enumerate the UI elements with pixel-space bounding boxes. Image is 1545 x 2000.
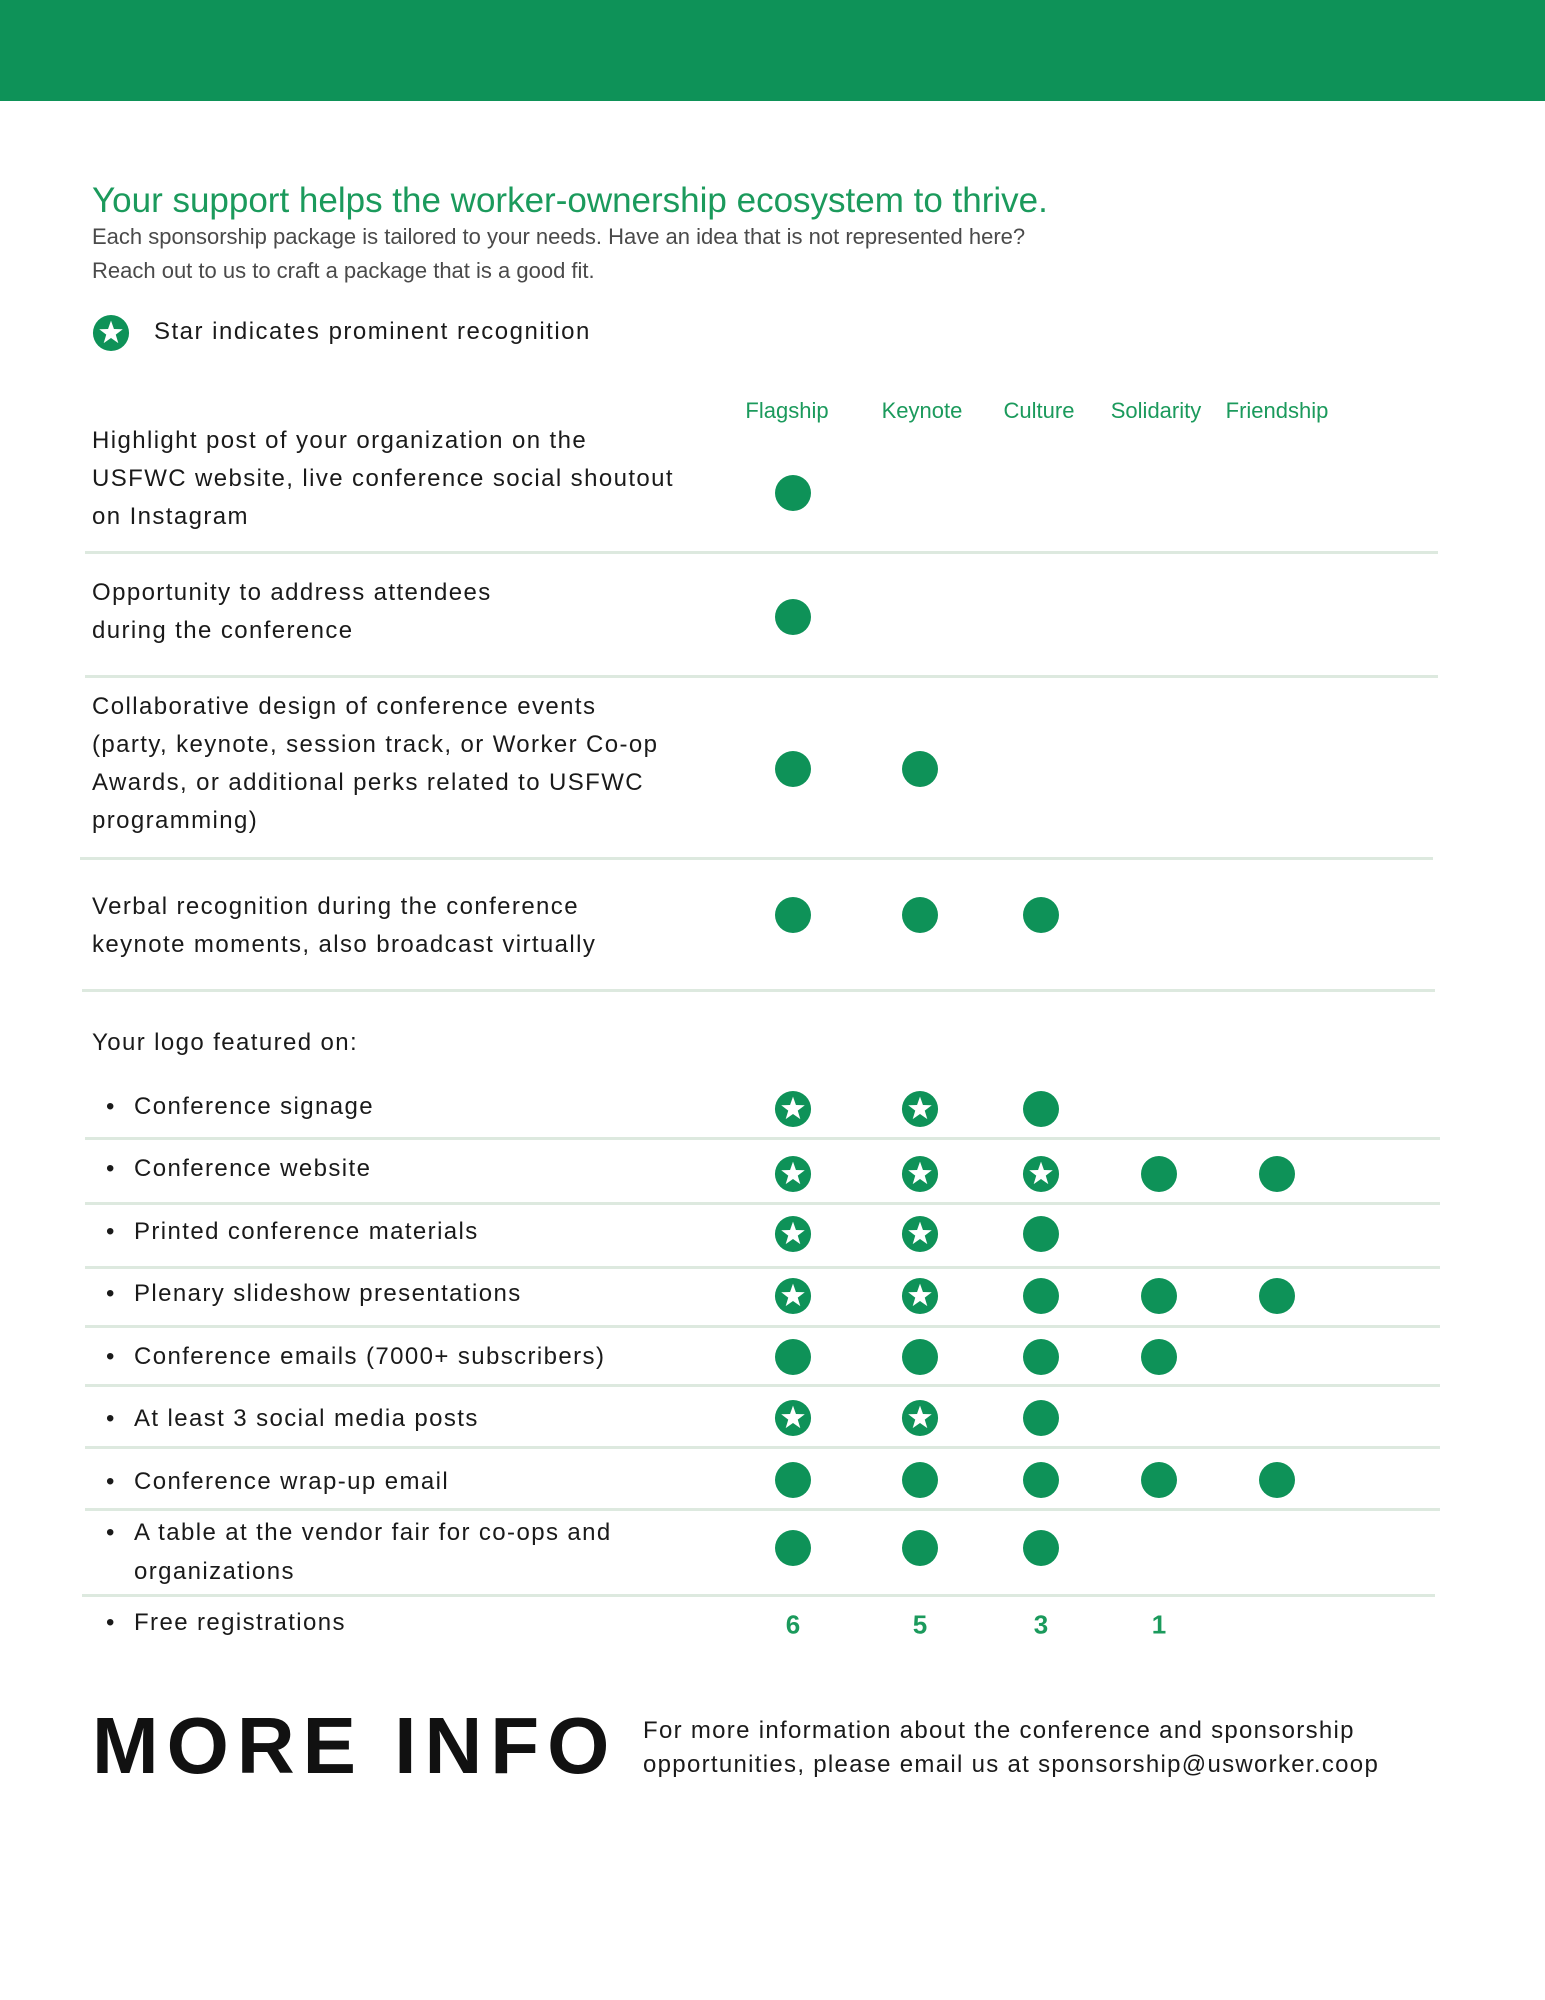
- included-dot-icon: [775, 599, 811, 635]
- logo-item-signage: [106, 1087, 374, 1126]
- logo-item-plenary: [106, 1274, 522, 1313]
- logo-item-label: • Conference signage: [134, 1093, 375, 1120]
- benefit-address-attendees: [92, 574, 492, 650]
- tier-culture: Culture: [1003, 398, 1075, 423]
- logo-item-label: • At least 3 social media posts: [134, 1405, 479, 1432]
- benefit-line: keynote moments, also broadcast virtually: [92, 931, 597, 958]
- logo-item-social: [106, 1399, 479, 1438]
- registration-count: 3: [1033, 1609, 1049, 1640]
- contact-line-2: opportunities, please email us at sponsorship@usworker.coop: [643, 1751, 1380, 1778]
- included-dot-icon: [775, 475, 811, 511]
- benefit-line: programming): [92, 807, 259, 834]
- included-dot-icon: [1023, 1278, 1059, 1314]
- logo-item-label: • Conference wrap-up email: [134, 1468, 450, 1495]
- logo-item-vendor-table: [106, 1513, 612, 1591]
- row-divider: [85, 1137, 1440, 1140]
- row-divider: [85, 551, 1438, 554]
- logo-item-label: organizations: [134, 1558, 295, 1585]
- star-icon: [901, 1215, 939, 1253]
- row-divider: [85, 1384, 1440, 1387]
- benefit-line: Verbal recognition during the conference: [92, 893, 579, 920]
- row-divider: [82, 1594, 1435, 1597]
- included-dot-icon: [1023, 1462, 1059, 1498]
- row-divider: [85, 1202, 1440, 1205]
- included-dot-icon: [902, 897, 938, 933]
- included-dot-icon: [1023, 1400, 1059, 1436]
- included-dot-icon: [775, 897, 811, 933]
- included-dot-icon: [1141, 1278, 1177, 1314]
- row-divider: [85, 675, 1438, 678]
- benefit-line: during the conference: [92, 617, 354, 644]
- registration-count: 5: [912, 1609, 928, 1640]
- tier-friendship: Friendship: [1225, 398, 1329, 423]
- logo-section-heading: Your logo featured on:: [92, 1029, 359, 1056]
- benefit-line: on Instagram: [92, 503, 249, 530]
- included-dot-icon: [775, 1462, 811, 1498]
- logo-item-registrations: [106, 1603, 346, 1642]
- included-dot-icon: [902, 1462, 938, 1498]
- benefit-collaborative-design: [92, 688, 658, 840]
- row-divider: [80, 857, 1433, 860]
- included-dot-icon: [902, 751, 938, 787]
- star-icon: [92, 314, 130, 352]
- star-icon: [774, 1090, 812, 1128]
- row-divider: [85, 1508, 1440, 1511]
- legend-text: Star indicates prominent recognition: [154, 318, 591, 345]
- logo-item-printed: [106, 1212, 479, 1251]
- tier-keynote: Keynote: [881, 398, 963, 423]
- registration-count: 1: [1151, 1609, 1167, 1640]
- more-info-title: MORE INFO: [92, 1701, 618, 1790]
- logo-item-emails: [106, 1337, 605, 1376]
- row-divider: [82, 989, 1435, 992]
- page-headline: Your support helps the worker-ownership ecosystem to thrive.: [92, 181, 1048, 220]
- included-dot-icon: [1023, 1091, 1059, 1127]
- intro-line-2: Reach out to us to craft a package that is a good fit.: [92, 258, 595, 283]
- included-dot-icon: [775, 1530, 811, 1566]
- included-dot-icon: [1023, 1339, 1059, 1375]
- included-dot-icon: [1023, 897, 1059, 933]
- benefit-line: USFWC website, live conference social shoutout: [92, 465, 674, 492]
- included-dot-icon: [1259, 1156, 1295, 1192]
- logo-item-website: [106, 1149, 371, 1188]
- row-divider: [85, 1446, 1440, 1449]
- logo-item-label: • A table at the vendor fair for co-ops and: [134, 1519, 612, 1546]
- star-icon: [901, 1090, 939, 1128]
- intro-line-1: Each sponsorship package is tailored to your needs. Have an idea that is not represented here?: [92, 224, 1026, 249]
- logo-item-label: • Conference website: [134, 1155, 372, 1182]
- included-dot-icon: [1023, 1216, 1059, 1252]
- benefit-highlight-post: [92, 422, 674, 536]
- benefit-line: Awards, or additional perks related to USFWC: [92, 769, 645, 796]
- logo-item-label: • Free registrations: [134, 1609, 346, 1636]
- benefit-line: (party, keynote, session track, or Worker Co-op: [92, 731, 659, 758]
- logo-item-label: • Printed conference materials: [134, 1218, 479, 1245]
- included-dot-icon: [902, 1339, 938, 1375]
- star-icon: [901, 1155, 939, 1193]
- row-divider: [85, 1266, 1440, 1269]
- benefit-line: Highlight post of your organization on the: [92, 427, 588, 454]
- star-icon: [1022, 1155, 1060, 1193]
- star-icon: [774, 1215, 812, 1253]
- star-icon: [774, 1277, 812, 1315]
- row-divider: [85, 1325, 1440, 1328]
- star-icon: [774, 1399, 812, 1437]
- tier-solidarity: Solidarity: [1110, 398, 1202, 423]
- star-icon: [901, 1277, 939, 1315]
- included-dot-icon: [1141, 1156, 1177, 1192]
- included-dot-icon: [1141, 1462, 1177, 1498]
- benefit-verbal-recognition: [92, 888, 596, 964]
- star-icon: [901, 1399, 939, 1437]
- included-dot-icon: [1259, 1462, 1295, 1498]
- included-dot-icon: [902, 1530, 938, 1566]
- included-dot-icon: [1259, 1278, 1295, 1314]
- contact-line-1: For more information about the conference and sponsorship: [643, 1717, 1355, 1744]
- logo-item-label: • Plenary slideshow presentations: [134, 1280, 522, 1307]
- logo-item-wrapup: [106, 1462, 449, 1501]
- top-banner: [0, 0, 1545, 101]
- included-dot-icon: [1023, 1530, 1059, 1566]
- star-icon: [774, 1155, 812, 1193]
- registration-count: 6: [785, 1609, 801, 1640]
- benefit-line: Opportunity to address attendees: [92, 579, 492, 606]
- included-dot-icon: [775, 1339, 811, 1375]
- included-dot-icon: [1141, 1339, 1177, 1375]
- included-dot-icon: [775, 751, 811, 787]
- benefit-line: Collaborative design of conference events: [92, 693, 597, 720]
- tier-flagship: Flagship: [745, 398, 829, 423]
- logo-item-label: • Conference emails (7000+ subscribers): [134, 1343, 606, 1370]
